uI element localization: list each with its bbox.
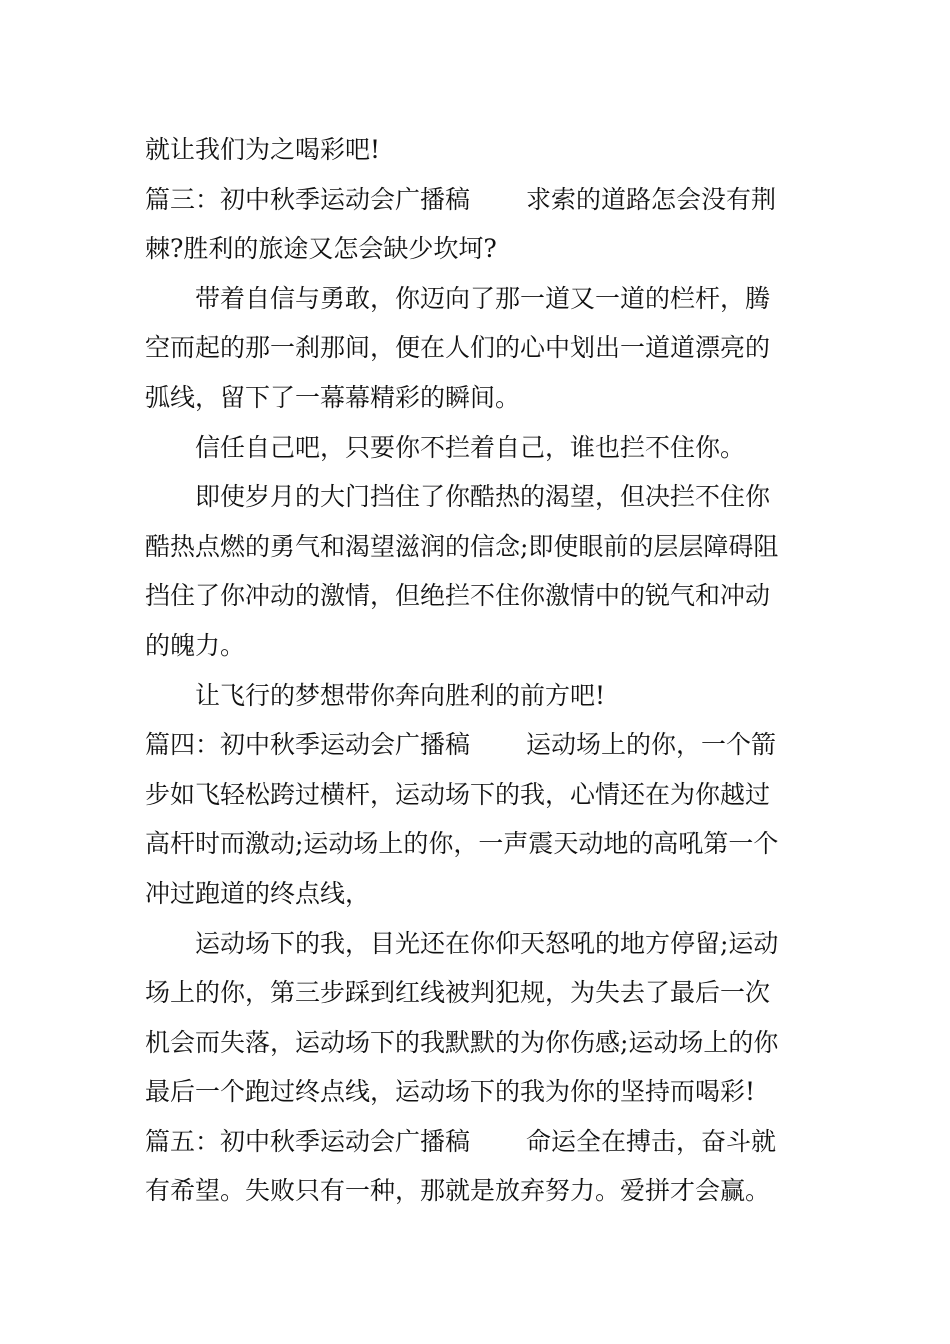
text-line: 运动场下的我，目光还在你仰天怒吼的地方停留;运动 [195,928,779,958]
text-line: 棘?胜利的旅途又怎会缺少坎坷? [145,234,497,264]
paragraph-years-door [145,472,807,670]
text-line: 即使岁月的大门挡住了你酷热的渴望，但决拦不住你 [195,482,771,512]
text-line [145,720,807,770]
text-line: 让飞行的梦想带你奔向胜利的前方吧! [195,680,606,710]
text-line: 步如飞轻松跨过横杆，运动场下的我，心情还在为你越过 [145,779,771,809]
paragraph-hurdles [145,274,807,423]
text-line: 冲过跑道的终点线， [145,878,371,908]
section-three-heading: 篇三：初中秋季运动会广播稿 [145,184,471,214]
text-line: 带着自信与勇敢，你迈向了那一道又一道的栏杆，腾 [195,283,771,313]
paragraph-trust-yourself [145,423,807,473]
text-line [145,175,807,225]
text-fragment: 运动场上的你，一个箭 [526,730,777,760]
text-line: 就让我们为之喝彩吧! [145,135,381,164]
paragraph-closing-cheer [145,125,807,175]
text-line [145,1117,807,1167]
text-line: 有希望。失败只有一种，那就是放弃努力。爱拼才会赢。 [145,1176,771,1206]
text-line: 的魄力。 [145,630,246,660]
section-four-heading: 篇四：初中秋季运动会广播稿 [145,730,471,760]
text-line: 信任自己吧，只要你不拦着自己，谁也拦不住你。 [195,432,746,462]
text-line: 最后一个跑过终点线，运动场下的我为你的坚持而喝彩! [145,1077,756,1107]
paragraph-field-below [145,919,807,1117]
section-three-heading-paragraph [145,175,807,274]
text-line: 挡住了你冲动的激情，但绝拦不住你激情中的锐气和冲动 [145,581,771,611]
text-fragment: 求索的道路怎会没有荆 [526,184,777,214]
text-line: 机会而失落，运动场下的我默默的为你伤感;运动场上的你 [145,1027,779,1057]
text-fragment: 命运全在搏击，奋斗就 [526,1126,777,1156]
text-line: 空而起的那一刹那间，便在人们的心中划出一道道漂亮的 [145,333,771,363]
section-five-heading-paragraph [145,1117,807,1216]
text-line: 高杆时而激动;运动场上的你，一声震天动地的高吼第一个 [145,829,779,859]
text-line: 酷热点燃的勇气和渴望滋润的信念;即使眼前的层层障碍阻 [145,531,779,561]
text-line: 场上的你，第三步踩到红线被判犯规，为失去了最后一次 [145,978,771,1008]
section-five-heading: 篇五：初中秋季运动会广播稿 [145,1126,471,1156]
section-four-heading-paragraph [145,720,807,918]
text-line: 弧线，留下了一幕幕精彩的瞬间。 [145,382,521,412]
document-body [145,125,807,1216]
paragraph-flying-dream [145,671,807,721]
